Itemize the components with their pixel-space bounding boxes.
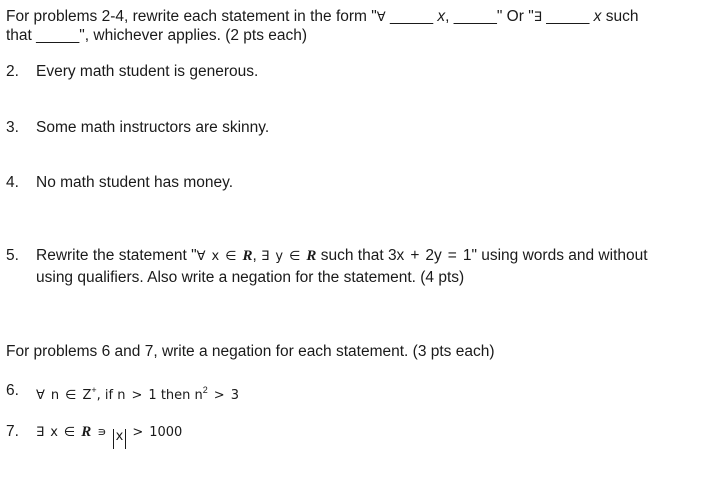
number: 3 [230,388,239,403]
blank: _____ [385,8,438,25]
exists-symbol: ∃ [533,10,542,25]
forall-symbol: ∀ [36,388,45,403]
instructions-2-4-line1 [6,7,638,27]
variable-x: x [50,425,58,440]
problem-number: 5. [6,247,19,264]
greater-than-symbol: > [213,388,225,403]
problem-number: 4. [6,174,19,191]
problem-text: Rewrite the statement " [36,247,197,264]
problem-7-statement [36,422,182,449]
problem-text: " using words and without [471,247,648,264]
variable-n: n [50,388,60,403]
variable-x: x [437,8,446,25]
greater-than-symbol: > [132,425,144,440]
reals-symbol: R [242,248,253,264]
problem-number: 7. [6,423,19,440]
reals-symbol: R [81,424,92,440]
instructions-text: , _____" Or " [445,8,534,25]
problem-text: , if [96,388,118,403]
element-of-symbol: ∈ [289,249,301,264]
problem-text: No math student has money. [36,174,234,191]
equals-symbol: = [447,247,457,264]
forall-symbol: ∀ [196,249,206,264]
variable-n: n [194,388,203,403]
variable-y: y [275,249,284,264]
exists-symbol: ∃ [36,425,45,440]
greater-than-symbol: > [131,388,143,403]
problem-text: then [156,388,195,403]
instructions-text: such [601,8,639,25]
superscript-plus: + [91,385,97,395]
problem-number: 2. [6,63,19,80]
exists-symbol: ∃ [261,249,270,264]
variable-x: x [593,8,602,25]
instructions-6-7: For problems 6 and 7, write a negation for each statement. (3 pts each) [6,343,495,360]
variable-n: n [117,388,126,403]
element-of-symbol: ∈ [63,425,76,440]
problem-number: 6. [6,382,19,399]
problem-number: 3. [6,119,19,136]
instructions-2-4-line2: that _____", whichever applies. (2 pts each) [6,27,308,44]
number: 1000 [149,425,183,440]
forall-symbol: ∀ [376,10,386,25]
absolute-value-x: x [113,429,127,449]
problem-6-statement [36,381,239,405]
number: 1 [148,388,157,403]
integers-symbol: Z [82,388,92,403]
problem-5-line2: using qualifiers. Also write a negation for the statement. (4 pts) [36,269,465,286]
problem-text: Some math instructors are skinny. [36,119,270,136]
reals-symbol: R [306,248,317,264]
problem-text: such that [316,247,388,264]
variable-x: x [211,249,220,264]
equation-term: 2y [425,247,442,264]
element-of-symbol: ∈ [65,388,77,403]
plus-symbol: + [410,247,420,264]
equation-term: 1 [462,247,472,264]
such-that-symbol: ∍ [97,425,107,440]
instructions-text: For problems 2-4, rewrite each statement in the form " [6,8,377,25]
comma: , [252,247,262,264]
equation-term: 3x [387,247,405,264]
problem-5-line1 [36,246,648,266]
superscript-2: 2 [202,385,208,395]
element-of-symbol: ∈ [225,249,237,264]
blank: _____ [541,8,594,25]
problem-text: Every math student is generous. [36,63,259,80]
